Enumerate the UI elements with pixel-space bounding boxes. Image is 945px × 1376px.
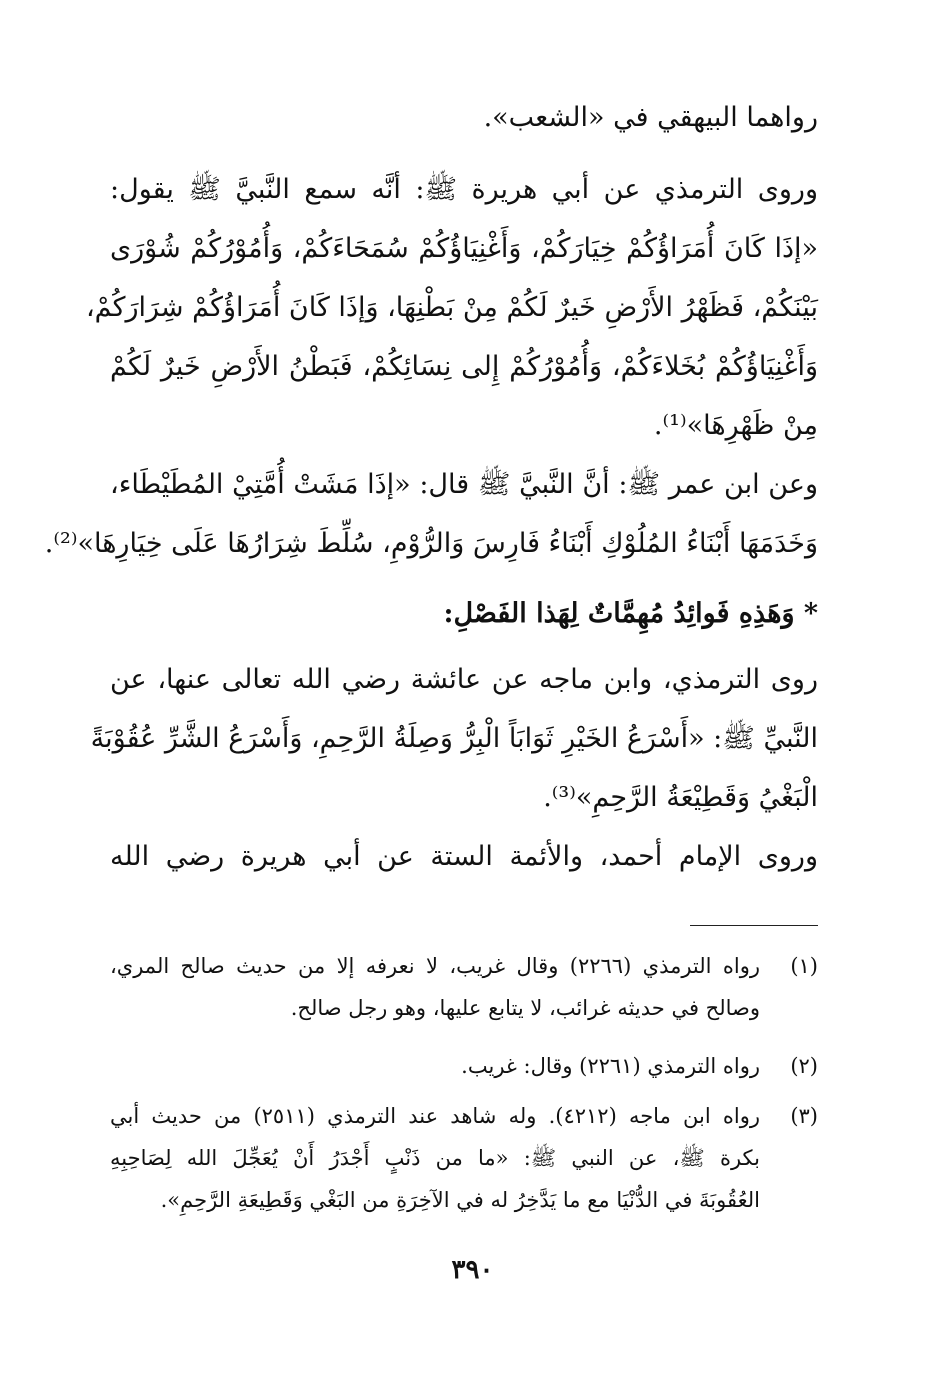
text-line: مِنْ ظَهْرِهَا»⁽¹⁾.	[653, 410, 818, 441]
footnote-line: بكرة ﷺ، عن النبي ﷺ: «ما من ذَنْبٍ أَجْدَرُ أَنْ يُعَجِّلَ الله لِصَاحِبِهِ	[110, 1146, 760, 1170]
footnote-line: العُقُوبَةَ في الدُّنْيَا مع ما يَدَّخِرُ له في الآخِرَةِ من البَغْي وَقَطِيعَةِ الرَّحِمِ».	[160, 1188, 760, 1212]
footnote-number: (٣)	[790, 1104, 818, 1128]
paragraph-4	[90, 650, 818, 827]
text-line: «إذَا كَانَ أُمَرَاؤُكُمْ خِيَارَكُمْ، وَأَغْنِيَاؤُكُمْ سُمَحَاءَكُمْ، وَأُمُوْرُكُمْ شُوْرَى	[110, 233, 818, 264]
footnote-line: رواه الترمذي (٢٢٦١) وقال: غريب.	[461, 1054, 760, 1078]
footnote-3	[110, 1095, 818, 1221]
text-line: وروى الإمام أحمد، والأئمة الستة عن أبي هريرة رضي الله	[110, 841, 818, 872]
footnote-separator	[690, 925, 818, 926]
text-line: وَخَدَمَهَا أَبْنَاءُ المُلُوْكِ أَبْنَاءُ فَارِسَ وَالرُّوْمِ، سُلِّطَ شِرَارُهَا عَلَى خِيَارِهَا»⁽²⁾.	[44, 528, 818, 559]
text-line: بَيْنَكُمْ، فَظَهْرُ الأَرْضِ خَيرٌ لَكُمْ مِنْ بَطْنِهَا، وَإذَا كَانَ أُمَرَاؤُكُمْ شِرَارَكُمْ،	[85, 292, 818, 323]
paragraph-3	[44, 455, 818, 573]
footnote-number: (٢)	[790, 1054, 818, 1078]
footnote-line: وصالح في حديثه غرائب، لا يتابع عليها، وهو رجل صالح.	[290, 996, 760, 1020]
paragraph-1	[110, 88, 818, 147]
text-line: روى الترمذي، وابن ماجه عن عائشة رضي الله تعالى عنها، عن	[110, 664, 818, 695]
text-line: رواهما البيهقي في «الشعب».	[483, 102, 818, 133]
text-line: النَّبيِّ ﷺ: «أَسْرَعُ الخَيْرِ ثَوَابَاً الْبِرُّ وَصِلَةُ الرَّحِمِ، وَأَسْرَعُ الشَّرِّ عُقُوْبَةً	[90, 723, 818, 754]
text-line: الْبَغْيُ وَقَطِيْعَةُ الرَّحِمِ»⁽³⁾.	[543, 782, 818, 813]
text-line: وَأَغْنِيَاؤُكُمْ بُخَلاءَكُمْ، وَأُمُوْرُكُمْ إِلى نِسَائِكُمْ، فَبَطْنُ الأَرْضِ خَيرٌ لَكُمْ	[110, 351, 818, 382]
text-line: وعن ابن عمر ﷺ: أنَّ النَّبيَّ ﷺ قال: «إذَا مَشَتْ أُمَّتِيْ المُطَيْطَاء،	[110, 469, 818, 500]
footnote-line: رواه الترمذي (٢٢٦٦) وقال غريب، لا نعرفه إلا من حديث صالح المري،	[110, 954, 760, 978]
footnote-1	[110, 945, 818, 1029]
paragraph-2	[85, 160, 818, 455]
section-heading: * وَهَذِهِ فَوائِدُ مُهِمَّاتٌ لِهَذا الفَصْلِ:	[443, 598, 818, 629]
page-number: ٣٩٠	[451, 1255, 494, 1285]
footnote-line: رواه ابن ماجه (٤٢١٢). وله شاهد عند الترمذي (٢٥١١) من حديث أبي	[110, 1104, 760, 1128]
footnote-number: (١)	[790, 954, 818, 978]
text-line: وروى الترمذي عن أبي هريرة ﷺ: أنَّه سمع النَّبيَّ ﷺ يقول:	[110, 174, 818, 205]
footnote-2	[110, 1045, 818, 1087]
paragraph-5	[110, 827, 818, 886]
